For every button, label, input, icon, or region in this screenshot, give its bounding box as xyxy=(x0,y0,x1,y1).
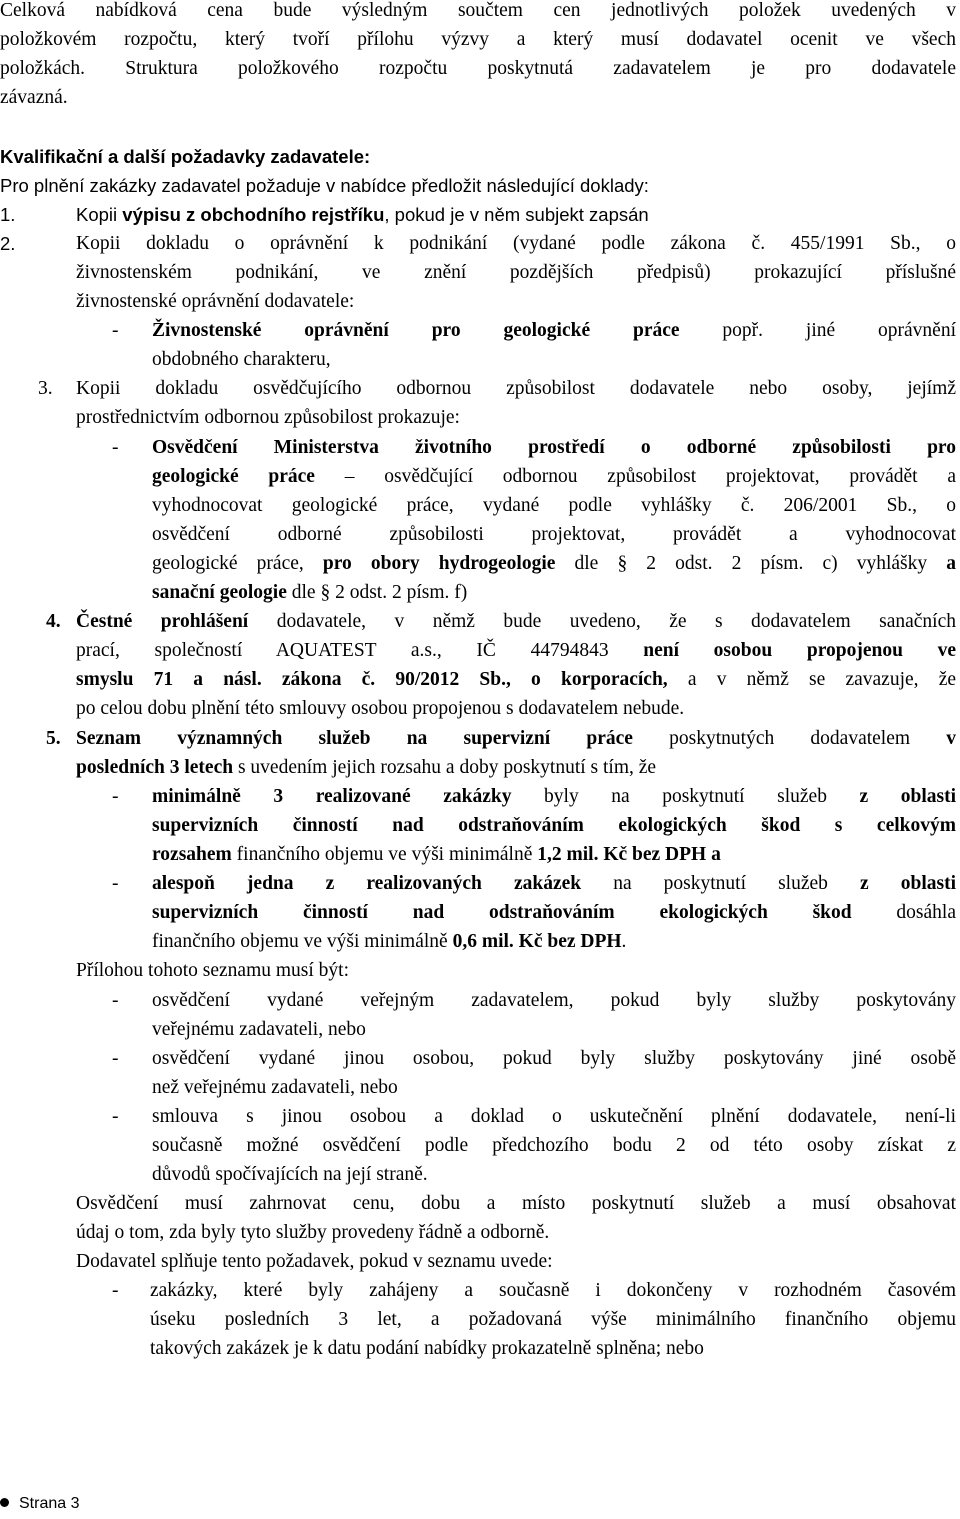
attachment-1-line-1: osvědčení vydané veřejným zadavatelem, pokud byly služby poskytovány xyxy=(152,990,956,1011)
item-5-dash-a: - xyxy=(112,786,119,807)
item-1-number: 1. xyxy=(0,204,16,225)
page-footer xyxy=(0,1494,79,1514)
item-3-dash: - xyxy=(112,437,119,458)
intro-line-2: položkovém rozpočtu, který tvoří přílohu výzvy a který musí dodavatel ocenit ve všech xyxy=(0,29,956,50)
item-2-sub-line-1: Živnostenské oprávnění pro geologické práce popř. jiné oprávnění xyxy=(152,320,956,341)
page-number-label: Strana 3 xyxy=(19,1495,80,1512)
section-heading: Kvalifikační a další požadavky zadavatele: xyxy=(0,146,371,167)
item-3-number: 3. xyxy=(38,378,53,399)
attachment-2-line-1: osvědčení vydané jinou osobou, pokud byly služby poskytovány jiné osobě xyxy=(152,1048,956,1069)
item-2-sub-line-2: obdobného charakteru, xyxy=(152,349,331,370)
item-4-line-1: Čestné prohlášení dodavatele, v němž bude uvedeno, že s dodavatelem sanačních xyxy=(76,611,956,632)
item-5-line-2: posledních 3 letech s uvedením jejich rozsahu a doby poskytnutí s tím, že xyxy=(76,757,657,778)
attachment-dash-1: - xyxy=(112,990,119,1011)
attachments-heading: Přílohou tohoto seznamu musí být: xyxy=(76,960,349,981)
item-5-a-line-3: rozsahem finančního objemu ve výši minimálně 1,2 mil. Kč bez DPH a xyxy=(152,844,721,865)
certificate-note-line-1: Osvědčení musí zahrnovat cenu, dobu a místo poskytnutí služeb a musí obsahovat xyxy=(76,1193,956,1214)
requirement-line-3: takových zakázek je k datu podání nabídky prokazatelně splněna; nebo xyxy=(150,1338,704,1359)
item-4-line-4: po celou dobu plnění této smlouvy osobou propojenou s dodavatelem nebude. xyxy=(76,698,685,719)
item-3-sub-line-5: geologické práce, pro obory hydrogeologie dle § 2 odst. 2 písm. c) vyhlášky a xyxy=(152,553,956,574)
requirement-dash: - xyxy=(112,1280,119,1301)
item-2-line-2: živnostenském podnikání, ve znění pozdějších předpisů) prokazující příslušné xyxy=(76,262,956,283)
item-2-line-1: Kopii dokladu o oprávnění k podnikání (vydané podle zákona č. 455/1991 Sb., o xyxy=(76,233,956,254)
item-5-b-line-2: supervizních činností nad odstraňováním ekologických škod dosáhla xyxy=(152,902,956,923)
attachment-3-line-3: důvodů spočívajících na její straně. xyxy=(152,1164,428,1185)
item-3-line-1: Kopii dokladu osvědčujícího odbornou způsobilost dodavatele nebo osoby, jejímž xyxy=(76,378,956,399)
item-3-sub-line-4: osvědčení odborné způsobilosti projektovat, provádět a vyhodnocovat xyxy=(152,524,956,545)
intro-line-4: závazná. xyxy=(0,87,68,108)
requirement-line-1: zakázky, které byly zahájeny a současně i dokončeny v rozhodném časovém xyxy=(150,1280,956,1301)
item-2-number: 2. xyxy=(0,233,16,254)
item-4-line-3: smyslu 71 a násl. zákona č. 90/2012 Sb., o korporacích, a v němž se zavazuje, že xyxy=(76,669,956,690)
item-5-number: 5. xyxy=(46,728,61,749)
item-1-text: Kopii výpisu z obchodního rejstříku, pokud je v něm subjekt zapsán xyxy=(76,204,649,225)
item-3-sub-line-6: sanační geologie dle § 2 odst. 2 písm. f) xyxy=(152,582,468,603)
intro-line-3: položkách. Struktura položkového rozpočtu poskytnutá zadavatelem je pro dodavatele xyxy=(0,58,956,79)
attachment-dash-2: - xyxy=(112,1048,119,1069)
item-5-line-1: Seznam významných služeb na supervizní práce poskytnutých dodavatelem v xyxy=(76,728,956,749)
attachment-3-line-1: smlouva s jinou osobou a doklad o uskutečnění plnění dodavatele, není-li xyxy=(152,1106,956,1127)
item-5-b-line-1: alespoň jedna z realizovaných zakázek na poskytnutí služeb z oblasti xyxy=(152,873,956,894)
item-4-number: 4. xyxy=(46,611,61,632)
item-2-dash: - xyxy=(112,320,119,341)
item-5-dash-b: - xyxy=(112,873,119,894)
attachment-3-line-2: současně možné osvědčení podle předchozího bodu 2 od této osoby získat z xyxy=(152,1135,956,1156)
item-3-line-2: prostřednictvím odbornou způsobilost prokazuje: xyxy=(76,407,460,428)
certificate-note-line-2: údaj o tom, zda byly tyto služby provedeny řádně a odborně. xyxy=(76,1222,550,1243)
item-4-line-2: prací, společností AQUATEST a.s., IČ 44794843 není osobou propojenou ve xyxy=(76,640,956,661)
item-5-a-line-2: supervizních činností nad odstraňováním ekologických škod s celkovým xyxy=(152,815,956,836)
intro-line-1: Celková nabídková cena bude výsledným součtem cen jednotlivých položek uvedených v xyxy=(0,0,956,21)
item-2-line-3: živnostenské oprávnění dodavatele: xyxy=(76,291,355,312)
item-3-sub-line-3: vyhodnocovat geologické práce, vydané podle vyhlášky č. 206/2001 Sb., o xyxy=(152,495,956,516)
attachment-2-line-2: než veřejnému zadavateli, nebo xyxy=(152,1077,398,1098)
bullet-icon xyxy=(0,1498,9,1507)
lead-text: Pro plnění zakázky zadavatel požaduje v nabídce předložit následující doklady: xyxy=(0,175,649,196)
item-3-sub-line-2: geologické práce – osvědčující odbornou způsobilost projektovat, provádět a xyxy=(152,466,956,487)
item-3-sub-line-1: Osvědčení Ministerstva životního prostředí o odborné způsobilosti pro xyxy=(152,437,956,458)
requirement-line-2: úseku posledních 3 let, a požadovaná výše minimálního finančního objemu xyxy=(150,1309,956,1330)
requirement-note: Dodavatel splňuje tento požadavek, pokud v seznamu uvede: xyxy=(76,1251,553,1272)
attachment-dash-3: - xyxy=(112,1106,119,1127)
item-5-b-line-3: finančního objemu ve výši minimálně 0,6 mil. Kč bez DPH. xyxy=(152,931,627,952)
attachment-1-line-2: veřejnému zadavateli, nebo xyxy=(152,1019,366,1040)
item-5-a-line-1: minimálně 3 realizované zakázky byly na poskytnutí služeb z oblasti xyxy=(152,786,956,807)
